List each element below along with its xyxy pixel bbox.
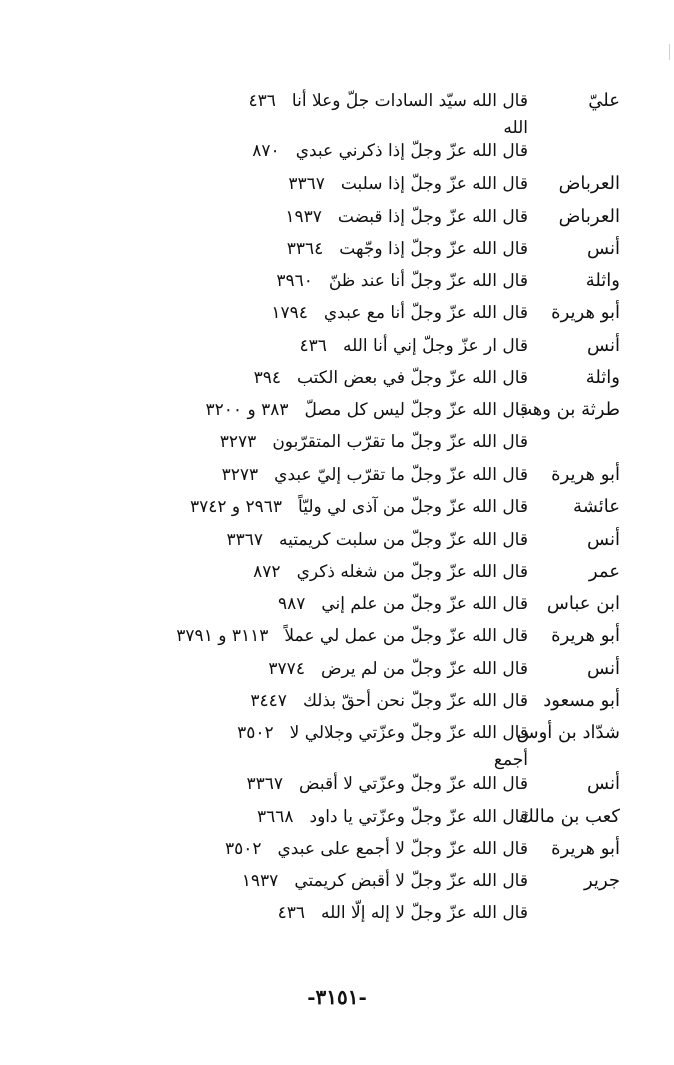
hadith-text: قال الله عزّ وجلّ ليس كل مصلّ xyxy=(304,400,528,421)
entry-content xyxy=(60,170,528,194)
narrator-name: واثلة xyxy=(585,270,620,292)
narrator-name: أنس xyxy=(587,528,620,550)
index-entry xyxy=(60,899,620,931)
reference-number: ١٩٣٧ xyxy=(241,871,279,892)
narrator-name: العرباض xyxy=(558,205,620,227)
hadith-text: قال الله عزّ وجلّ إذا ذكرني عبدي xyxy=(295,141,528,161)
index-entry xyxy=(60,834,620,866)
index-entry xyxy=(60,266,620,298)
hadith-text: قال الله عزّ وجلّ من سلبت كريمتيه xyxy=(279,529,528,550)
entry-content xyxy=(60,87,528,137)
reference-number: ١٧٩٤ xyxy=(271,303,308,324)
index-entry xyxy=(60,202,620,234)
index-entry xyxy=(60,492,620,524)
page-number: -٣١٥١- xyxy=(307,985,367,1009)
narrator-name: عليّ xyxy=(588,90,620,111)
index-entry xyxy=(60,169,620,201)
index-entry xyxy=(60,686,620,718)
reference-number: ٣٢٧٣ xyxy=(219,431,257,452)
narrator-name: أبو هريرة xyxy=(551,625,620,647)
narrator-name: واثلة xyxy=(585,367,620,389)
reference-number: ٣٥٠٢ xyxy=(237,723,274,744)
hadith-text: قال الله عزّ وجلّ أنا مع عبدي xyxy=(323,303,528,324)
entry-content xyxy=(60,461,528,485)
reference-number: ٣٣٦٧ xyxy=(226,529,263,550)
hadith-text: قال الله عزّ وجلّ لا أجمع على عبدي xyxy=(277,838,528,859)
narrator-name: أبو مسعود xyxy=(543,690,620,712)
reference-number: ٤٣٦ xyxy=(299,335,327,356)
index-entry xyxy=(60,363,620,395)
hadith-text: قال الله عزّ وجلّ وعزّتي وجلالي لا xyxy=(289,723,528,744)
reference-number: ٣٣٦٧ xyxy=(288,174,325,195)
hadith-text: قال الله عزّ وجلّ لا إله إلّا الله xyxy=(320,902,528,923)
index-entry xyxy=(60,86,620,137)
entry-content xyxy=(60,835,528,859)
hadith-text-continuation: الله xyxy=(503,118,528,138)
entry-content xyxy=(60,867,528,891)
reference-number: ٣٦٦٨ xyxy=(257,806,294,827)
hadith-text-continuation: أجمع xyxy=(493,750,528,771)
hadith-text: قال الله عزّ وجلّ في بعض الكتب xyxy=(296,368,528,389)
hadith-text: قال الله عزّ وجلّ ما تقرّب المتقرّبون xyxy=(272,431,528,452)
hadith-text: قال الله عزّ وجلّ إذا قبضت xyxy=(337,206,528,227)
entry-content xyxy=(60,622,528,646)
narrator-name: جرير xyxy=(584,870,620,892)
hadith-text: قال الله عزّ وجلّ أنا عند ظنّ xyxy=(328,271,528,292)
entry-content xyxy=(60,396,528,420)
hadith-text: قال الله عزّ وجلّ من علم إني xyxy=(321,594,528,615)
index-entry xyxy=(60,557,620,589)
narrator-name: العرباض xyxy=(558,173,620,195)
reference-number: ١٩٣٧ xyxy=(285,206,322,227)
index-entry xyxy=(60,395,620,427)
hadith-text: قال الله عزّ وجلّ نحن أحقّ بذلك xyxy=(302,691,528,712)
narrator-name: أنس xyxy=(587,657,620,679)
entry-content xyxy=(60,687,528,711)
entry-content xyxy=(60,655,528,679)
hadith-text: قال الله عزّ وجلّ من آذى لي وليّاً xyxy=(298,497,528,518)
index-entry xyxy=(60,234,620,266)
hadith-text: قال الله عزّ وجلّ لا أقبض كريمتي xyxy=(294,871,528,892)
narrator-name: طرثة بن وهب xyxy=(515,399,620,421)
reference-number: ٤٣٦ xyxy=(277,902,305,923)
hadith-text: قال الله عزّ وجلّ إذا وجّهت xyxy=(339,238,528,259)
entry-content xyxy=(60,558,528,582)
reference-number: ٣٣٦٤ xyxy=(286,238,324,259)
entry-content xyxy=(60,332,528,356)
entry-content xyxy=(60,267,528,291)
reference-number: ٢٩٦٣ و ٣٧٤٢ xyxy=(189,497,283,518)
index-entry xyxy=(60,718,620,769)
reference-number: ٣١١٣ و ٣٧٩١ xyxy=(176,626,269,647)
index-entry xyxy=(60,331,620,363)
index-entry xyxy=(60,525,620,557)
reference-number: ٣٨٣ و ٣٢٠٠ xyxy=(205,400,289,421)
entry-content xyxy=(60,590,528,614)
entry-content xyxy=(60,719,528,769)
reference-number: ٣٧٧٤ xyxy=(268,658,305,679)
narrator-name xyxy=(528,914,620,918)
index-entry xyxy=(60,460,620,492)
index-entry xyxy=(60,589,620,621)
narrator-name: أبو هريرة xyxy=(551,837,620,859)
entry-content xyxy=(60,526,528,550)
entry-content xyxy=(60,137,528,161)
reference-number: ٣٣٦٧ xyxy=(246,774,284,795)
index-entry xyxy=(60,621,620,653)
narrator-name: كعب بن مالك xyxy=(519,805,620,827)
margin-mark xyxy=(669,44,670,60)
entry-content xyxy=(60,770,528,794)
entry-content xyxy=(60,203,528,227)
reference-number: ٣٤٤٧ xyxy=(250,691,287,712)
index-entry xyxy=(60,654,620,686)
reference-number: ٤٣٦ xyxy=(248,91,276,111)
hadith-text: قال الله سيّد السادات جلّ وعلا أنا xyxy=(291,91,528,111)
index-entry xyxy=(60,866,620,898)
entry-content xyxy=(60,364,528,388)
narrator-name xyxy=(528,443,620,447)
entry-content xyxy=(60,428,528,452)
entry-content xyxy=(60,899,528,923)
narrator-name: أنس xyxy=(587,773,620,795)
index-entry xyxy=(60,802,620,834)
entry-content xyxy=(60,299,528,323)
narrator-name: ابن عباس xyxy=(546,593,620,615)
hadith-text: قال الله عزّ وجلّ وعزّتي يا داود xyxy=(309,806,528,827)
entry-content xyxy=(60,235,528,259)
reference-number: ٣٢٧٣ xyxy=(221,464,259,485)
index-entry xyxy=(60,137,620,169)
narrator-name: عائشة xyxy=(573,496,620,518)
hadith-text: قال الله عزّ وجلّ إذا سلبت xyxy=(340,174,528,195)
reference-number: ٨٧٢ xyxy=(253,561,281,582)
narrator-name: أبو هريرة xyxy=(551,302,620,324)
narrator-name: شدّاد بن أوس xyxy=(516,722,620,744)
reference-number: ٣٩٦٠ xyxy=(276,271,313,292)
hadith-text: قال الله عزّ وجلّ من لم يرض xyxy=(320,658,528,679)
index-entries xyxy=(60,86,620,931)
hadith-text: قال الله عزّ وجلّ ما تقرّب إليّ عبدي xyxy=(274,464,528,485)
hadith-text: قال ار عزّ وجلّ إني أنا الله xyxy=(342,335,528,356)
reference-number: ٣٩٤ xyxy=(253,368,281,389)
narrator-name: أنس xyxy=(587,334,620,356)
hadith-text: قال الله عزّ وجلّ من شغله ذكري xyxy=(296,561,528,582)
hadith-text: قال الله عزّ وجلّ وعزّتي لا أقبض xyxy=(299,774,528,795)
index-entry xyxy=(60,298,620,330)
narrator-name: أنس xyxy=(587,237,620,259)
entry-content xyxy=(60,493,528,517)
narrator-name xyxy=(528,152,620,156)
narrator-name: عمر xyxy=(588,560,620,582)
reference-number: ٩٨٧ xyxy=(277,594,306,615)
index-entry xyxy=(60,769,620,801)
reference-number: ٨٧٠ xyxy=(252,141,280,161)
index-entry xyxy=(60,428,620,460)
entry-content xyxy=(60,803,528,827)
reference-number: ٣٥٠٢ xyxy=(224,838,262,859)
hadith-text: قال الله عزّ وجلّ من عمل لي عملاً xyxy=(284,626,528,647)
narrator-name: أبو هريرة xyxy=(551,463,620,485)
